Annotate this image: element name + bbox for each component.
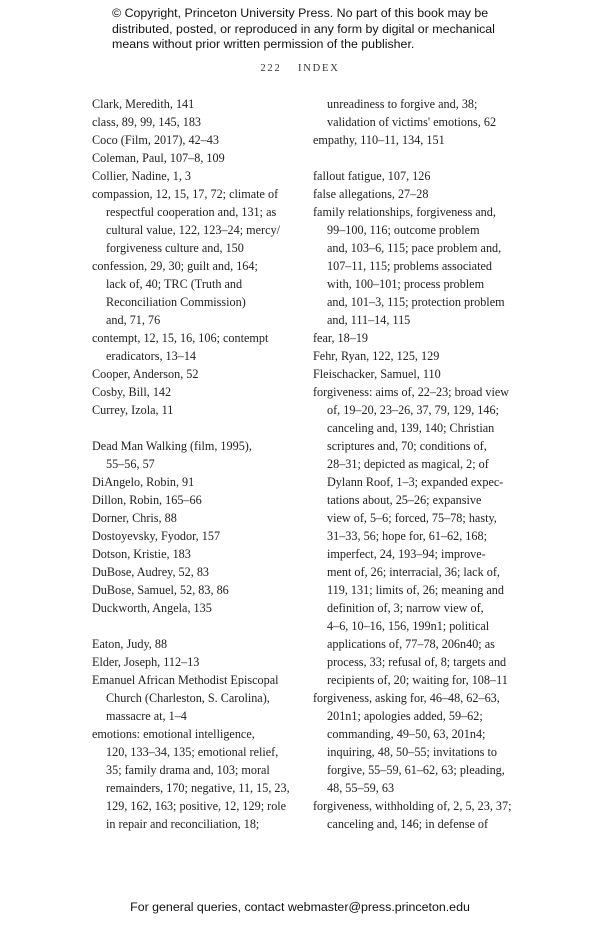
index-entry-continuation: forgive, 55–59, 61–62, 63; pleading, (327, 763, 505, 777)
index-entry: Coco (Film, 2017), 42–43 (92, 133, 219, 147)
index-entry-continuation: 107–11, 115; problems associated (327, 259, 492, 273)
index-entry-continuation: inquiring, 48, 50–55; invitations to (327, 745, 497, 759)
index-entry: fallout fatigue, 107, 126 (313, 169, 431, 183)
index-entry-continuation: Reconciliation Commission) (106, 295, 246, 309)
index-entry-continuation: imperfect, 24, 193–94; improve- (327, 547, 486, 561)
index-entry-continuation: 119, 131; limits of, 26; meaning and (327, 583, 504, 597)
index-entry: forgiveness, asking for, 46–48, 62–63, (313, 691, 500, 705)
index-entry-continuation: remainders, 170; negative, 11, 15, 23, (106, 781, 290, 795)
index-entry-continuation: Dylann Roof, 1–3; expanded expec- (327, 475, 504, 489)
index-entry: DiAngelo, Robin, 91 (92, 475, 195, 489)
index-entry-continuation: massacre at, 1–4 (106, 709, 187, 723)
index-entry: Collier, Nadine, 1, 3 (92, 169, 192, 183)
copyright-line: © Copyright, Princeton University Press. No part of this book may be (112, 6, 489, 20)
index-entry-continuation: tations about, 25–26; expansive (327, 493, 482, 507)
index-entry: DuBose, Samuel, 52, 83, 86 (92, 583, 229, 597)
index-entry-continuation: 99–100, 116; outcome problem (327, 223, 480, 237)
index-entry-continuation: and, 103–6, 115; pace problem and, (327, 241, 502, 255)
index-entry: Dorner, Chris, 88 (92, 511, 177, 525)
index-entry: Duckworth, Angela, 135 (92, 601, 212, 615)
index-entry-continuation: Church (Charleston, S. Carolina), (106, 691, 270, 705)
index-entry: contempt, 12, 15, 16, 106; contempt (92, 331, 269, 345)
index-entry-continuation: scriptures and, 70; conditions of, (327, 439, 487, 453)
index-entry-continuation: lack of, 40; TRC (Truth and (106, 277, 243, 291)
letter-group-spacer (313, 149, 521, 167)
page-number: 222 (260, 63, 282, 74)
index-entry: Currey, Izola, 11 (92, 403, 174, 417)
index-entry-continuation: 28–31; depicted as magical, 2; of (327, 457, 489, 471)
index-entry-continuation: eradicators, 13–14 (106, 349, 197, 363)
index-entry: family relationships, forgiveness and, (313, 205, 496, 219)
index-entry: Cooper, Anderson, 52 (92, 367, 199, 381)
index-entry-continuation: of, 19–20, 23–26, 37, 79, 129, 146; (327, 403, 499, 417)
index-entry-continuation: and, 111–14, 115 (327, 313, 411, 327)
index-entry-continuation: ment of, 26; interracial, 36; lack of, (327, 565, 500, 579)
index-entry-continuation: 35; family drama and, 103; moral (106, 763, 270, 777)
index-entry-continuation: process, 33; refusal of, 8; targets and (327, 655, 507, 669)
index-entry-continuation: 129, 162, 163; positive, 12, 129; role (106, 799, 287, 813)
index-entry-continuation: 48, 55–59, 63 (327, 781, 395, 795)
index-column-right (313, 95, 521, 833)
section-title: INDEX (297, 63, 340, 74)
letter-group-spacer (92, 419, 298, 437)
index-entry-continuation: 201n1; apologies added, 59–62; (327, 709, 483, 723)
index-entry-continuation: applications of, 77–78, 206n40; as (327, 637, 495, 651)
index-entry-continuation: forgiveness culture and, 150 (106, 241, 244, 255)
copyright-notice (112, 6, 512, 53)
contact-footer: For general queries, contact webmaster@press.princeton.edu (130, 900, 470, 914)
index-entry: Fehr, Ryan, 122, 125, 129 (313, 349, 440, 363)
index-entry: confession, 29, 30; guilt and, 164; (92, 259, 258, 273)
index-entry-continuation: 4–6, 10–16, 156, 199n1; political (327, 619, 490, 633)
index-entry: Dostoyevsky, Fyodor, 157 (92, 529, 221, 543)
copyright-line: distributed, posted, or reproduced in any form by digital or mechanical (112, 21, 495, 36)
index-entry-continuation: view of, 5–6; forced, 75–78; hasty, (327, 511, 497, 525)
index-entry: Fleischacker, Samuel, 110 (313, 367, 441, 381)
index-entry-continuation: 55–56, 57 (106, 457, 155, 471)
letter-group-spacer (92, 617, 298, 635)
index-column-left (92, 95, 298, 833)
index-entry: DuBose, Audrey, 52, 83 (92, 565, 210, 579)
index-entry: Eaton, Judy, 88 (92, 637, 168, 651)
index-entry-continuation: 120, 133–34, 135; emotional relief, (106, 745, 279, 759)
index-entry-continuation: 31–33, 56; hope for, 61–62, 168; (327, 529, 487, 543)
index-entry: false allegations, 27–28 (313, 187, 429, 201)
index-entry: Dotson, Kristie, 183 (92, 547, 191, 561)
index-entry-continuation: canceling and, 139, 140; Christian (327, 421, 495, 435)
index-entry-continuation: cultural value, 122, 123–24; mercy/ (106, 223, 280, 237)
running-head (0, 63, 600, 74)
index-entry-continuation: canceling and, 146; in defense of (327, 817, 489, 831)
index-entry-continuation: recipients of, 20; waiting for, 108–11 (327, 673, 508, 687)
index-entry-continuation: with, 100–101; process problem (327, 277, 485, 291)
index-entry: Clark, Meredith, 141 (92, 97, 195, 111)
index-entry: Cosby, Bill, 142 (92, 385, 172, 399)
index-entry: empathy, 110–11, 134, 151 (313, 133, 445, 147)
index-entry: fear, 18–19 (313, 331, 369, 345)
index-entry-continuation: and, 71, 76 (106, 313, 161, 327)
index-entry-continuation: commanding, 49–50, 63, 201n4; (327, 727, 486, 741)
index-entry-continuation: unreadiness to forgive and, 38; (327, 97, 478, 111)
index-entry: forgiveness: aims of, 22–23; broad view (313, 385, 510, 399)
index-entry: compassion, 12, 15, 17, 72; climate of (92, 187, 279, 201)
index-entry-continuation: validation of victims' emotions, 62 (327, 115, 497, 129)
index-entry: Dead Man Walking (film, 1995), (92, 439, 252, 453)
index-entry: class, 89, 99, 145, 183 (92, 115, 202, 129)
index-entry: Dillon, Robin, 165–66 (92, 493, 202, 507)
index-entry-continuation: definition of, 3; narrow view of, (327, 601, 484, 615)
index-entry-continuation: and, 101–3, 115; protection problem (327, 295, 505, 309)
index-entry: emotions: emotional intelligence, (92, 727, 255, 741)
index-entry: Coleman, Paul, 107–8, 109 (92, 151, 225, 165)
index-entry: forgiveness, withholding of, 2, 5, 23, 37; (313, 799, 512, 813)
index-entry-continuation: respectful cooperation and, 131; as (106, 205, 277, 219)
index-entry: Elder, Joseph, 112–13 (92, 655, 200, 669)
index-entry-continuation: in repair and reconciliation, 18; (106, 817, 260, 831)
copyright-line: means without prior written permission of the publisher. (112, 37, 415, 51)
index-entry: Emanuel African Methodist Episcopal (92, 673, 279, 687)
